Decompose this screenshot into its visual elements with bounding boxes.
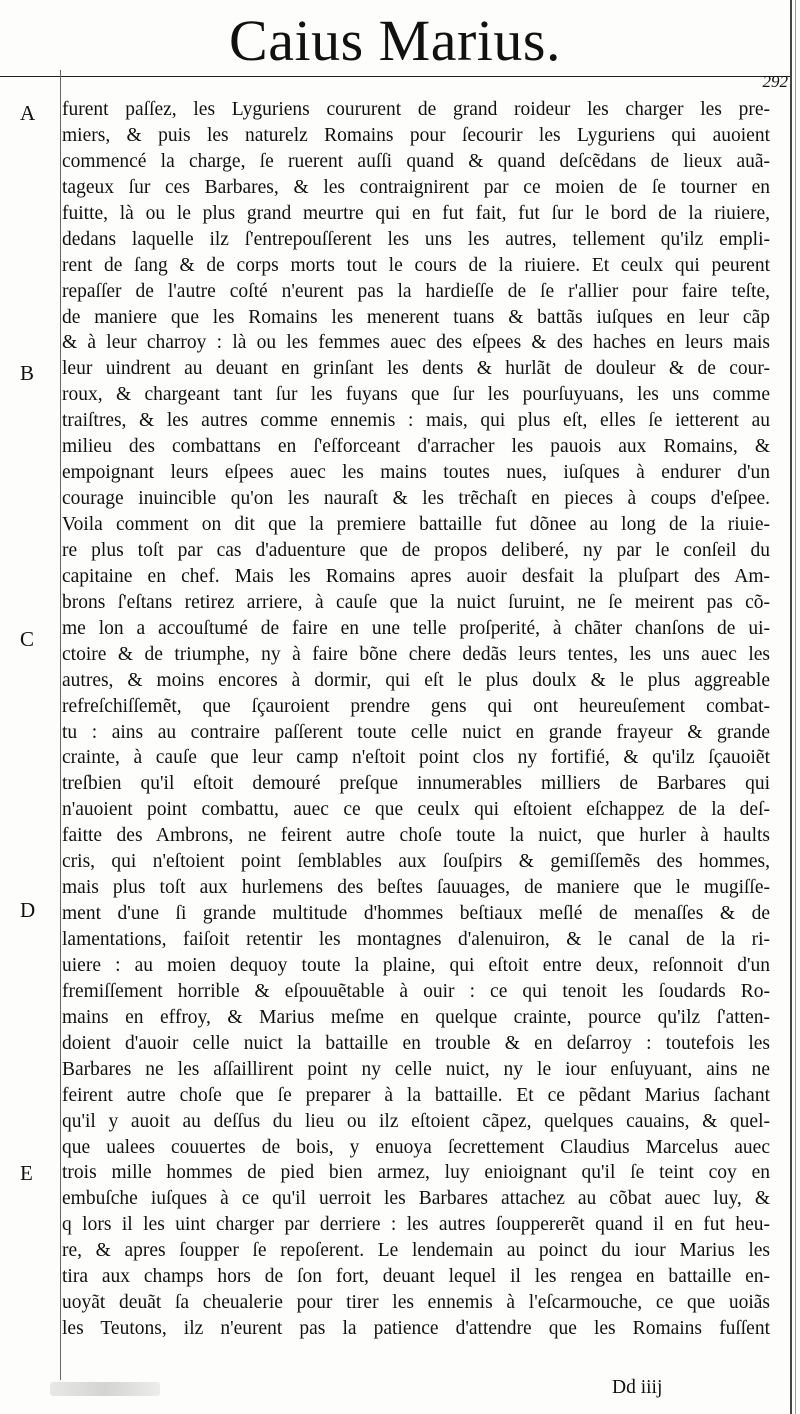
text-line: que ualees couuertes de bois, y enuoya ſecrettement Claudius Marcelus auec bbox=[62, 1136, 770, 1158]
text-line: lamentations, faiſoit retentir les montagnes d'alenuiron, & le canal de la ri- bbox=[62, 929, 770, 950]
text-line: repaſſer de l'autre coſté n'eurent pas la hardieſſe de ſe r'allier pour faire teſte, bbox=[62, 280, 770, 302]
margin-letter-d: D bbox=[20, 898, 36, 922]
text-line: doient d'auoir celle nuict la battaille en trouble & en deſarroy : toutefois les bbox=[62, 1032, 770, 1054]
header-rule bbox=[0, 76, 790, 77]
text-line: & à leur charroy : là ou les femmes auec des eſpees & des haches en leurs mais bbox=[62, 332, 770, 354]
text-line: tageux ſur ces Barbares, & les contraignirent par ce moien de ſe tourner en bbox=[62, 176, 770, 198]
text-line: cris, qui n'eſtoient point ſemblables aux ſouſpirs & gemiſſemẽs des hommes, bbox=[62, 851, 770, 873]
text-line: empoignant leurs eſpees auec les mains toutes nues, iuſques à endurer d'un bbox=[62, 462, 770, 484]
text-line: furent paſſez, les Lyguriens coururent de grand roideur les charger les pre- bbox=[62, 99, 770, 120]
text-line: ment d'une ſi grande multitude d'hommes beſtiaux meſlé de menaſſes & de bbox=[62, 903, 770, 925]
text-line: traiſtres, & les autres comme ennemis : mais, qui plus eſt, elles ſe ietterent au bbox=[62, 410, 770, 432]
text-line: fuitte, là ou le plus grand meurtre qui en fut fait, fut ſur le bord de la riuiere, bbox=[62, 202, 770, 224]
text-line: de maniere que les Romains les menerent tuans & battãs iuſques en leur cãp bbox=[62, 306, 770, 328]
text-line: mais plus toſt aux hurlemens des beſtes ſauuages, de maniere que le mugiſſe- bbox=[62, 877, 770, 899]
text-line: tu : ains au contraire paſſerent toute celle nuict en grande frayeur & grande bbox=[62, 721, 770, 743]
text-line: treſbien qu'il eſtoit demouré preſque innumerables milliers de Barbares qui bbox=[62, 773, 770, 795]
text-line: uoyãt deuãt ſa cheualerie pour tirer les ennemis à l'eſcarmouche, ce que uoiãs bbox=[62, 1292, 770, 1314]
text-line: mains en effroy, & Marius meſme en quelque crainte, pource qu'ilz ſ'atten- bbox=[62, 1006, 770, 1028]
text-line: commencé la charge, ſe ruerent auſſi quand & quand deſcẽdans de lieux auã- bbox=[62, 150, 770, 172]
text-line: capitaine en chef. Mais les Romains apres auoir desfait la pluſpart des Am- bbox=[62, 565, 770, 587]
text-line: qu'il y auoit au deſſus du lieu ou ilz eſtoient cãpez, quelques cauains, & quel- bbox=[62, 1110, 770, 1132]
page-edge-inner bbox=[795, 0, 796, 1414]
margin-letter-c: C bbox=[20, 627, 35, 651]
margin-letter-e: E bbox=[20, 1161, 33, 1185]
text-line: leur uindrent au deuant en grinſant les dents & hurlãt de douleur & de cour- bbox=[62, 358, 770, 380]
page-edge bbox=[790, 0, 792, 1414]
text-line: embuſche iuſques à ce qu'il uerroit les Barbares attachez au cõbat auec luy, & bbox=[62, 1188, 770, 1210]
margin-rule bbox=[60, 70, 61, 1380]
text-line: crainte, à cauſe que leur camp n'eſtoit point clos ny fortifié, & qu'ilz ſçauoiẽt bbox=[62, 747, 770, 769]
text-line: courage inuincible qu'on les nauraſt & les trẽchaſt en pieces à coups d'eſpee. bbox=[62, 488, 770, 510]
text-line: brons ſ'eſtans retirez arriere, à cauſe que la nuict ſuruint, ne ſe meirent pas cõ- bbox=[62, 591, 770, 613]
text-line: ctoire & de triumphe, ny à faire bõne chere dedãs leurs tentes, les uns auec les bbox=[62, 643, 770, 665]
text-line: milieu des combattans en ſ'eſforceant d'arracher les pauois aux Romains, & bbox=[62, 436, 770, 458]
text-line: fremiſſement horrible & eſpouuẽtable à ouir : ce qui tenoit les ſoudards Ro- bbox=[62, 980, 770, 1002]
signature-mark: Dd iiij bbox=[612, 1377, 663, 1398]
margin-letter-a: A bbox=[20, 101, 36, 125]
body-text bbox=[62, 97, 770, 1342]
text-line: uiere : au moien dequoy toute la plaine, qui eſtoit entre deux, reſonnoit d'un bbox=[62, 954, 770, 976]
text-line: les Teutons, ilz n'eurent pas la patience d'attendre que les Romains fuſſent bbox=[62, 1318, 770, 1340]
text-line: re plus toſt par cas d'aduenture que de propos deliberé, ny par le conſeil du bbox=[62, 539, 770, 561]
text-line: autres, & moins encores à dormir, qui eſt le plus doulx & le plus aggreable bbox=[62, 669, 770, 691]
text-line: miers, & puis les naturelz Romains pour ſecourir les Lyguriens qui auoient bbox=[62, 124, 770, 146]
text-line: roux, & chargeant tant ſur les fuyans que ſur les pourſuyuans, les uns comme bbox=[62, 384, 770, 406]
text-line: Barbares ne les aſſaillirent point ny celle nuict, ny le iour enſuyuant, ains ne bbox=[62, 1058, 770, 1080]
text-line: n'auoient point combattu, auec ce que ceulx qui eſtoient eſchappez de la deſ- bbox=[62, 799, 770, 821]
text-line: re, & apres ſoupper ſe repoſerent. Le lendemain au poinct du iour Marius les bbox=[62, 1240, 770, 1262]
running-title: Caius Marius. bbox=[229, 8, 561, 73]
text-line: faitte des Ambrons, ne feirent autre choſe toute la nuict, que hurler à haults bbox=[62, 825, 770, 847]
text-line: rent de ſang & de corps morts tout le cours de la riuiere. Et ceulx qui peurent bbox=[62, 254, 770, 276]
margin-letter-b: B bbox=[20, 361, 35, 385]
page-number: 292 bbox=[762, 72, 788, 91]
text-line: q lors il les uint charger par derriere : les autres ſouppererẽt quand il en fut heu- bbox=[62, 1214, 770, 1236]
text-line: refreſchiſſemẽt, que ſçauroient prendre gens qui ont heureuſement combat- bbox=[62, 695, 770, 717]
text-line: me lon a accouſtumé de faire en une telle proſperité, à chãter chanſons de ui- bbox=[62, 617, 770, 639]
text-line: feirent autre choſe que ſe preparer à la battaille. Et ce pẽdant Marius ſachant bbox=[62, 1084, 770, 1106]
text-line: trois mille hommes de pied bien armez, luy enioignant qu'il ſe teint coy en bbox=[62, 1162, 770, 1184]
text-line: tira aux champs hors de ſon fort, deuant lequel il les rengea en battaille en- bbox=[62, 1266, 770, 1288]
text-line: Voila comment on dit que la premiere battaille fut dõnee au long de la riuie- bbox=[62, 514, 770, 535]
text-line: dedans laquelle ilz ſ'entrepouſſerent les uns les autres, tellement qu'ilz empli- bbox=[62, 228, 770, 250]
bleed-through-mark bbox=[50, 1382, 160, 1396]
